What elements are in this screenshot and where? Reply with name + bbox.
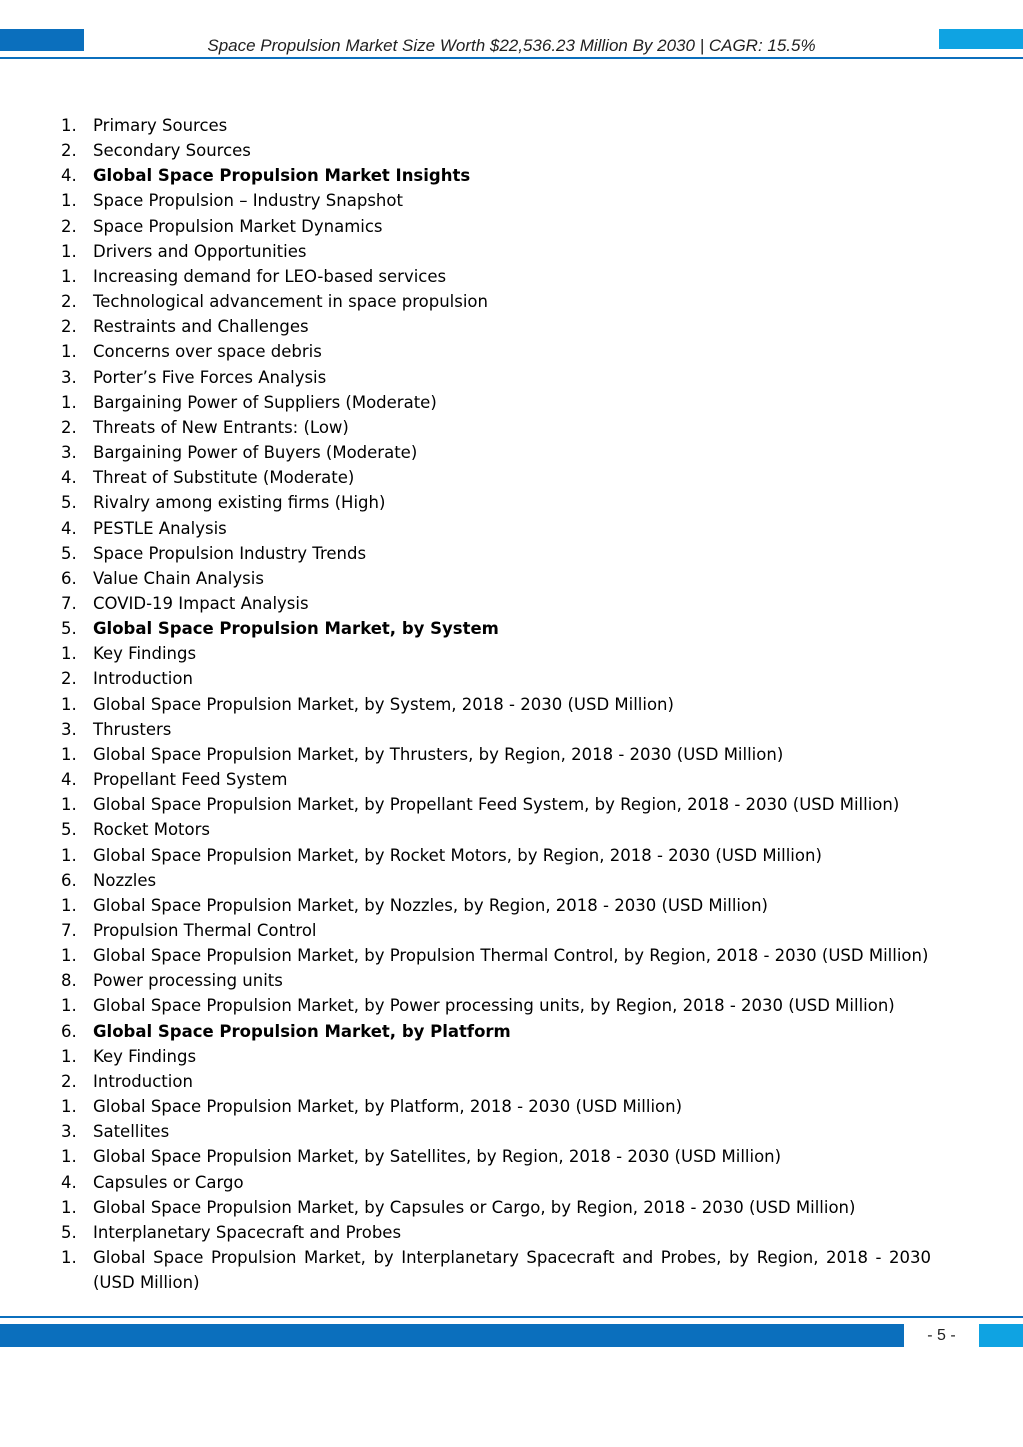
toc-entry — [61, 1094, 931, 1119]
toc-entry-number: 2. — [61, 216, 77, 236]
toc-entry-text: Restraints and Challenges — [93, 317, 309, 337]
toc-entry-text: Bargaining Power of Buyers (Moderate) — [93, 443, 418, 463]
toc-entry-number: 6. — [61, 1021, 77, 1041]
toc-entry — [61, 440, 931, 465]
toc-entry-number: 2. — [61, 292, 77, 312]
toc-entry-text: PESTLE Analysis — [93, 518, 227, 538]
toc-entry-text: Space Propulsion Industry Trends — [93, 543, 367, 563]
toc-entry-text: Global Space Propulsion Market, by Power processing units, by Region, 2018 - 2030 (USD Million) — [93, 996, 895, 1016]
footer-bar-left — [0, 1324, 904, 1347]
toc-entry-text: Global Space Propulsion Market, by Platform, 2018 - 2030 (USD Million) — [93, 1097, 683, 1117]
toc-entry — [61, 390, 931, 415]
toc-entry-number: 1. — [61, 1147, 77, 1167]
toc-entry — [61, 1144, 931, 1169]
toc-entry-text: Space Propulsion Market Dynamics — [93, 216, 383, 236]
toc-entry-text: Global Space Propulsion Market, by Thrusters, by Region, 2018 - 2030 (USD Million) — [93, 744, 784, 764]
toc-entry — [61, 1119, 931, 1144]
toc-entry-number: 3. — [61, 443, 77, 463]
toc-entry — [61, 239, 931, 264]
toc-entry-number: 4. — [61, 1172, 77, 1192]
toc-entry-number: 4. — [61, 468, 77, 488]
toc-entry — [61, 692, 931, 717]
toc-entry-number: 7. — [61, 593, 77, 613]
toc-entry — [61, 868, 931, 893]
toc-entry-number: 1. — [61, 996, 77, 1016]
toc-entry-number: 2. — [61, 417, 77, 437]
toc-entry — [61, 339, 931, 364]
toc-entry — [61, 968, 931, 993]
toc-entry-text: Porter’s Five Forces Analysis — [93, 367, 327, 387]
toc-entry-text: Introduction — [93, 1071, 193, 1091]
toc-entry — [61, 616, 931, 641]
toc-entry-text: Secondary Sources — [93, 141, 251, 161]
toc-entry-text: Propulsion Thermal Control — [93, 921, 317, 940]
toc-entry-text: Technological advancement in space propulsion — [93, 292, 488, 312]
header-accent-block-right — [939, 29, 1023, 49]
toc-entry — [61, 666, 931, 691]
toc-entry-number: 4. — [61, 166, 77, 186]
toc-entry-number: 5. — [61, 1222, 77, 1242]
toc-entry — [61, 1195, 931, 1220]
toc-entry-number: 1. — [61, 644, 77, 664]
toc-entry-text: Rivalry among existing firms (High) — [93, 493, 386, 513]
toc-entry-text: Primary Sources — [93, 116, 228, 135]
toc-entry-text: Global Space Propulsion Market, by System, 2018 - 2030 (USD Million) — [93, 694, 674, 714]
toc-entry-text: Threat of Substitute (Moderate) — [93, 468, 355, 488]
header-divider — [0, 57, 1023, 59]
toc-entry-text: Concerns over space debris — [93, 342, 322, 362]
toc-entry-number: 1. — [61, 795, 77, 815]
toc-entry-number: 2. — [61, 669, 77, 689]
toc-entry — [61, 566, 931, 591]
toc-entry — [61, 113, 931, 138]
page-header-title: Space Propulsion Market Size Worth $22,536.23 Million By 2030 | CAGR: 15.5% — [207, 36, 816, 55]
toc-entry — [61, 163, 931, 188]
toc-entry — [61, 993, 931, 1018]
toc-entry-text: Power processing units — [93, 971, 283, 991]
toc-entry-text: Global Space Propulsion Market, by Nozzles, by Region, 2018 - 2030 (USD Million) — [93, 895, 768, 915]
toc-entry — [61, 264, 931, 289]
toc-entry-text: Global Space Propulsion Market, by Capsules or Cargo, by Region, 2018 - 2030 (USD Million) — [93, 1197, 856, 1217]
table-of-contents-list — [61, 113, 931, 1295]
toc-entry-text: Drivers and Opportunities — [93, 241, 307, 261]
toc-entry-text: Global Space Propulsion Market, by Rocket Motors, by Region, 2018 - 2030 (USD Million) — [93, 845, 822, 865]
footer-divider — [0, 1316, 1023, 1318]
toc-entry-number: 2. — [61, 141, 77, 161]
toc-entry-number: 1. — [61, 342, 77, 362]
toc-entry-number: 1. — [61, 694, 77, 714]
toc-entry — [61, 817, 931, 842]
toc-entry — [61, 1069, 931, 1094]
toc-entry-number: 3. — [61, 719, 77, 739]
toc-entry — [61, 214, 931, 239]
toc-entry — [61, 188, 931, 213]
toc-entry — [61, 289, 931, 314]
toc-entry-text: Key Findings — [93, 644, 197, 664]
toc-entry-number: 1. — [61, 895, 77, 915]
toc-entry-number: 1. — [61, 1197, 77, 1217]
toc-entry — [61, 314, 931, 339]
toc-entry-text: COVID-19 Impact Analysis — [93, 593, 309, 613]
toc-entry — [61, 465, 931, 490]
toc-entry-text: Global Space Propulsion Market, by System — [93, 619, 499, 639]
toc-entry-text: Propellant Feed System — [93, 770, 288, 790]
toc-entry-text: Introduction — [93, 669, 193, 689]
toc-entry — [61, 1044, 931, 1069]
toc-entry-text: Rocket Motors — [93, 820, 210, 840]
toc-entry — [61, 943, 931, 968]
toc-entry-number: 2. — [61, 317, 77, 337]
toc-entry — [61, 516, 931, 541]
toc-entry-text: Global Space Propulsion Market Insights — [93, 166, 471, 186]
toc-entry-number: 1. — [61, 392, 77, 412]
toc-entry-number: 3. — [61, 367, 77, 387]
toc-entry-number: 5. — [61, 820, 77, 840]
toc-entry-number: 1. — [61, 191, 77, 211]
toc-entry-number: 3. — [61, 1122, 77, 1142]
toc-entry-number: 5. — [61, 619, 77, 639]
toc-entry-text: Global Space Propulsion Market, by Interplanetary Spacecraft and Probes, by Region, 2018 - 2030 (USD Million) — [93, 1248, 931, 1293]
toc-entry-text: Capsules or Cargo — [93, 1172, 244, 1192]
toc-entry — [61, 1019, 931, 1044]
toc-entry-number: 7. — [61, 921, 77, 940]
toc-entry — [61, 893, 931, 918]
page-number: - 5 - — [927, 1327, 956, 1344]
toc-entry — [61, 918, 931, 943]
toc-entry — [61, 541, 931, 566]
toc-entry-text: Increasing demand for LEO-based services — [93, 266, 447, 286]
toc-entry — [61, 1170, 931, 1195]
toc-entry-text: Satellites — [93, 1122, 170, 1142]
toc-entry — [61, 1220, 931, 1245]
toc-entry — [61, 717, 931, 742]
header-accent-block-left — [0, 29, 84, 51]
toc-entry-number: 5. — [61, 543, 77, 563]
toc-entry — [61, 490, 931, 515]
toc-entry-number: 5. — [61, 493, 77, 513]
toc-entry-number: 1. — [61, 845, 77, 865]
toc-entry — [61, 365, 931, 390]
toc-entry-text: Key Findings — [93, 1046, 197, 1066]
toc-entry-text: Value Chain Analysis — [93, 568, 264, 588]
toc-entry-text: Global Space Propulsion Market, by Satellites, by Region, 2018 - 2030 (USD Million) — [93, 1147, 782, 1167]
toc-entry-number: 1. — [61, 266, 77, 286]
toc-entry-text: Bargaining Power of Suppliers (Moderate) — [93, 392, 437, 412]
toc-entry-number: 1. — [61, 744, 77, 764]
toc-entry-text: Threats of New Entrants: (Low) — [93, 417, 349, 437]
toc-entry-number: 6. — [61, 870, 77, 890]
toc-entry — [61, 742, 931, 767]
toc-entry-text: Global Space Propulsion Market, by Propellant Feed System, by Region, 2018 - 2030 (USD Million) — [93, 795, 900, 815]
toc-entry-number: 1. — [61, 116, 77, 135]
toc-entry-text: Interplanetary Spacecraft and Probes — [93, 1222, 402, 1242]
toc-entry-number: 1. — [61, 1097, 77, 1117]
toc-entry — [61, 415, 931, 440]
toc-entry-text: Global Space Propulsion Market, by Propulsion Thermal Control, by Region, 2018 - 2030 (USD Million) — [93, 946, 929, 966]
toc-entry-number: 4. — [61, 770, 77, 790]
toc-entry — [61, 792, 931, 817]
toc-entry-number: 1. — [61, 1248, 77, 1268]
toc-entry — [61, 1245, 931, 1295]
toc-entry — [61, 641, 931, 666]
toc-entry-number: 8. — [61, 971, 77, 991]
toc-entry-text: Thrusters — [93, 719, 172, 739]
toc-entry-text: Global Space Propulsion Market, by Platform — [93, 1021, 511, 1041]
toc-entry — [61, 138, 931, 163]
toc-entry-number: 6. — [61, 568, 77, 588]
footer-bar-right — [979, 1324, 1023, 1347]
toc-entry — [61, 843, 931, 868]
toc-entry-number: 1. — [61, 946, 77, 966]
toc-entry-number: 1. — [61, 241, 77, 261]
toc-entry — [61, 767, 931, 792]
toc-entry-text: Nozzles — [93, 870, 157, 890]
toc-entry-number: 2. — [61, 1071, 77, 1091]
toc-entry-number: 4. — [61, 518, 77, 538]
toc-entry-number: 1. — [61, 1046, 77, 1066]
toc-entry-text: Space Propulsion – Industry Snapshot — [93, 191, 403, 211]
toc-entry — [61, 591, 931, 616]
